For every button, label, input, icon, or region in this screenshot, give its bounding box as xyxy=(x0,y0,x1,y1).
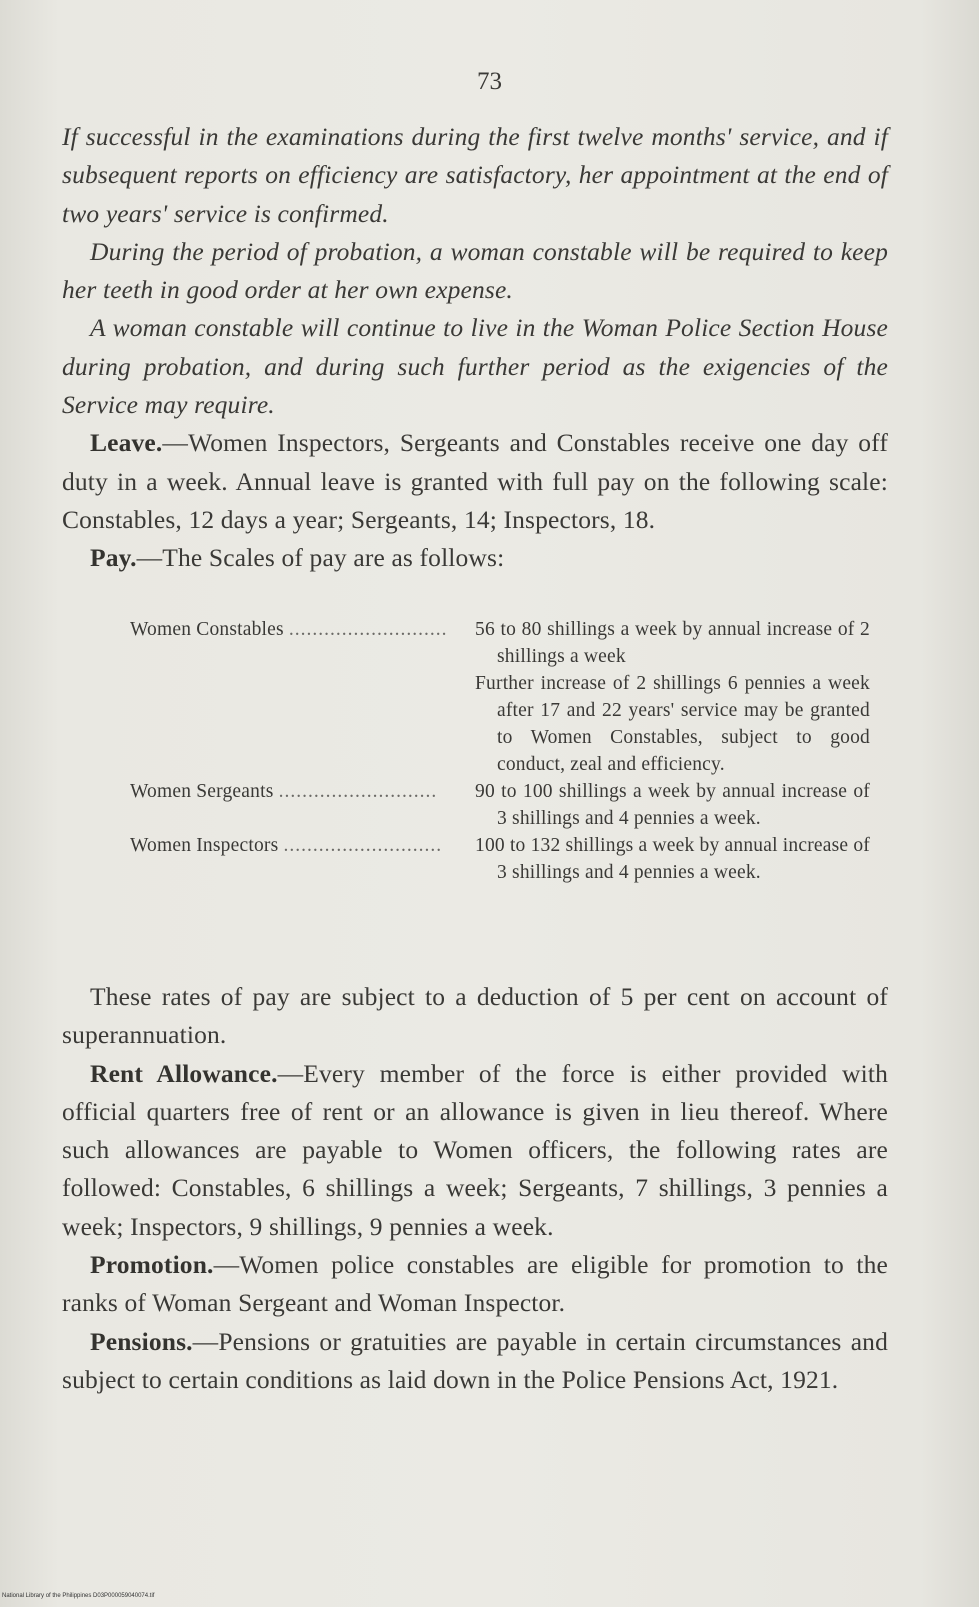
paragraph-text: —Women Inspectors, Sergeants and Constables receive one day off duty in a week. Annual leave is granted with full pay on the following scale: Constables, 12 days a year; Sergeants, 14; Inspectors, 18. xyxy=(62,428,888,534)
body-text-bottom xyxy=(62,978,888,1399)
paragraph-probation-confirmation xyxy=(62,118,888,233)
pay-detail-line: 56 to 80 shillings a week by annual increase of 2 shillings a week xyxy=(475,619,870,667)
scan-footer-note: National Library of the Philippines D03P000059040074.tif xyxy=(2,1593,155,1599)
leader-dots: ........................... xyxy=(278,781,438,802)
pay-detail-line: Further increase of 2 shillings 6 pennies a week after 17 and 22 years' service may be granted to Women Constables, subject to good conduct, zeal and efficiency. xyxy=(475,673,870,775)
pay-rank-label: Women Sergeants xyxy=(130,781,274,802)
paragraph-promotion xyxy=(62,1246,888,1323)
pay-rank-label: Women Inspectors xyxy=(130,835,279,856)
paragraph-heading-pay: Pay. xyxy=(90,543,137,573)
paragraph-leave xyxy=(62,424,888,539)
paragraph-text: —Pensions or gratuities are payable in certain circumstances and subject to certain conditions as laid down in the Police Pensions Act, 1921. xyxy=(62,1326,888,1394)
paragraph-pensions xyxy=(62,1323,888,1400)
pay-detail-line: 90 to 100 shillings a week by annual increase of 3 shillings and 4 pennies a week. xyxy=(475,781,870,829)
leader-dots: ........................... xyxy=(283,835,443,856)
paragraph-heading-promotion: Promotion. xyxy=(90,1250,214,1280)
pay-row-sergeants xyxy=(130,778,890,832)
pay-details xyxy=(475,832,870,886)
paragraph-heading-rent-allowance: Rent Allowance. xyxy=(90,1058,278,1088)
paragraph-pay xyxy=(62,539,888,577)
pay-details xyxy=(475,778,870,832)
pay-details xyxy=(475,616,870,778)
body-text-top xyxy=(62,118,888,578)
paragraph-text: —The Scales of pay are as follows: xyxy=(136,543,505,573)
paragraph-superannuation xyxy=(62,978,888,1055)
paragraph-text: During the period of probation, a woman constable will be required to keep her teeth in good order at her own expense. xyxy=(62,236,888,305)
pay-detail-line: 100 to 132 shillings a week by annual increase of 3 shillings and 4 pennies a week. xyxy=(475,835,870,883)
paragraph-teeth xyxy=(62,233,888,310)
paragraph-section-house xyxy=(62,309,888,424)
paragraph-text: —Women police constables are eligible for promotion to the ranks of Woman Sergeant and Woman Inspector. xyxy=(62,1250,888,1318)
pay-rank-label: Women Constables xyxy=(130,619,284,640)
page-number: 73 xyxy=(477,68,502,95)
paragraph-heading-leave: Leave. xyxy=(90,428,163,458)
pay-scale-table xyxy=(130,616,890,886)
pay-row-inspectors xyxy=(130,832,890,886)
pay-rank xyxy=(130,778,470,805)
pay-row-constables xyxy=(130,616,890,778)
paragraph-rent-allowance xyxy=(62,1055,888,1246)
leader-dots: ........................... xyxy=(288,619,448,640)
pay-rank xyxy=(130,616,470,643)
pay-rank xyxy=(130,832,470,859)
paragraph-text: —Every member of the force is either provided with official quarters free of rent or an allowance is given in lieu thereof. Where such allowances are payable to Women officers, the following rates are followed: Constables, 6 shillings a week; Sergeants, 7 shillings, 3 pennies a week; Inspectors, 9 shillings, 9 pennies a week. xyxy=(62,1058,888,1241)
paragraph-text: If successful in the examinations during the first twelve months' service, and if subsequent reports on efficiency are satisfactory, her appointment at the end of two years' service is confirmed. xyxy=(62,122,888,228)
paragraph-text: These rates of pay are subject to a deduction of 5 per cent on account of superannuation. xyxy=(62,982,888,1050)
paragraph-heading-pensions: Pensions. xyxy=(90,1326,193,1356)
paragraph-text: A woman constable will continue to live in the Woman Police Section House during probation, and during such further period as the exigencies of the Service may require. xyxy=(62,313,888,420)
